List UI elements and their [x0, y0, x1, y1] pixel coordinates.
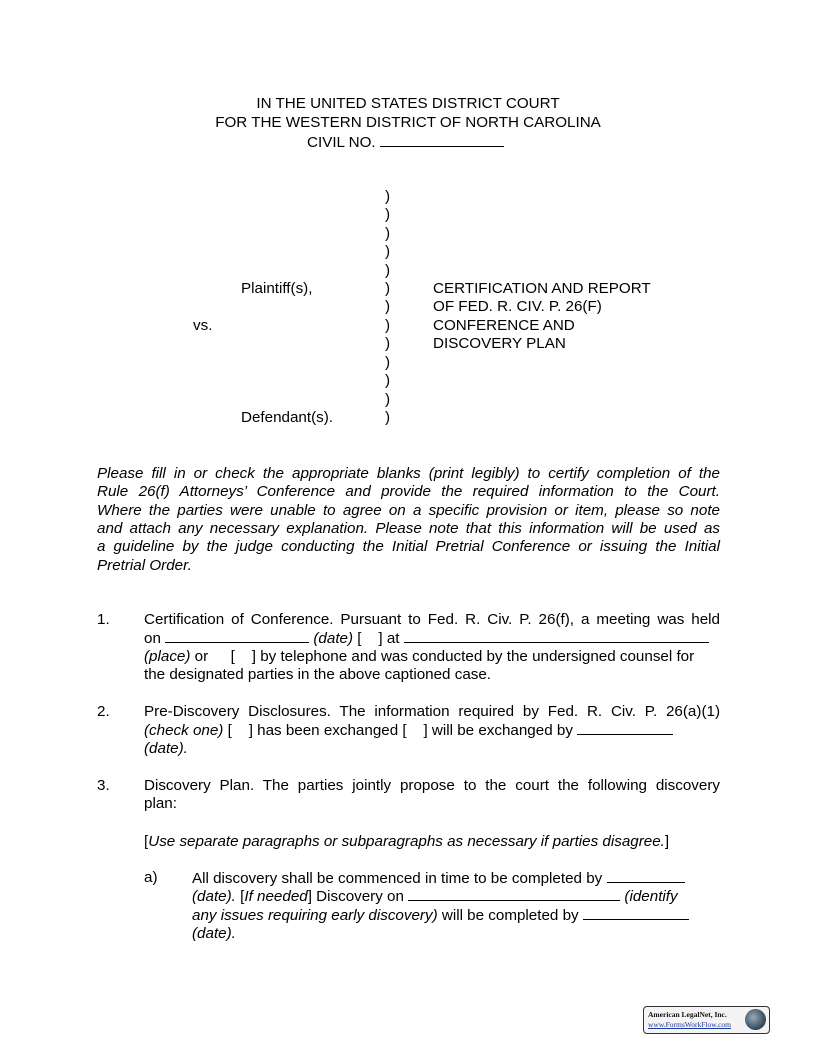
item3-line2: plan: — [144, 795, 177, 812]
logo-url[interactable]: www.FormsWorkFlow.com — [648, 1020, 732, 1029]
item1-telephone: [ ] by telephone and was conducted by the undersigned counsel for — [230, 648, 695, 665]
caption-paren: ) — [385, 262, 391, 279]
caption-paren: ) — [385, 354, 391, 371]
item3a-if-needed-open: [ — [240, 888, 245, 905]
document-title-line3: CONFERENCE AND — [433, 317, 575, 334]
discovery-completion-date-blank[interactable] — [607, 869, 685, 883]
document-title-line2: OF FED. R. CIV. P. 26(F) — [433, 298, 602, 315]
subitem-letter: a) — [144, 869, 158, 886]
item1-on: on — [144, 630, 161, 647]
item2-line2 — [144, 721, 673, 739]
caption-paren: ) — [385, 409, 391, 426]
item2-date-label: (date). — [144, 740, 188, 757]
caption-paren: ) — [385, 225, 391, 242]
item3-line1: Discovery Plan. The parties jointly propose to the court the following discovery — [144, 777, 720, 794]
american-legalnet-logo — [643, 1006, 770, 1034]
instructions-line: Rule 26(f) Attorneys’ Conference and provide the required information to the Court. — [97, 483, 720, 500]
civil-no-blank — [380, 133, 504, 147]
item-number: 2. — [97, 703, 110, 720]
item3-note-text: Use separate paragraphs or subparagraphs as necessary if parties disagree. — [148, 833, 665, 850]
conference-date-blank[interactable] — [165, 629, 309, 643]
court-name-line2: FOR THE WESTERN DISTRICT OF NORTH CAROLINA — [215, 114, 601, 131]
item3a-completed-by: will be completed by — [441, 907, 579, 924]
item2-exchanged: [ ] has been exchanged [ ] will be exchanged by — [227, 722, 573, 739]
defendant-label: Defendant(s). — [241, 409, 334, 426]
item1-date-label: (date) — [313, 630, 354, 647]
instructions-line: and attach any necessary explanation. Please note that this information will be used as — [97, 520, 720, 537]
item3-bracket-close: ] — [664, 833, 670, 850]
instructions-line: Pretrial Order. — [97, 557, 192, 574]
item1-place-label: (place) — [144, 648, 191, 665]
item3a-issues: any issues requiring early discovery) — [192, 907, 438, 924]
globe-icon — [745, 1009, 766, 1030]
item3a-date2: (date). — [192, 925, 236, 942]
early-discovery-issues-blank[interactable] — [408, 887, 620, 901]
item3a-discovery-on: ] Discovery on — [307, 888, 404, 905]
logo-company: American LegalNet, Inc. — [648, 1010, 727, 1019]
item1-line1: Certification of Conference. Pursuant to Fed. R. Civ. P. 26(f), a meeting was held — [144, 611, 720, 628]
item3a-line2 — [192, 887, 678, 905]
civil-no — [307, 133, 504, 151]
item1-line3 — [144, 648, 694, 665]
caption-paren: ) — [385, 317, 391, 334]
item3a-line3 — [192, 906, 689, 924]
caption-paren: ) — [385, 298, 391, 315]
document-title-line4: DISCOVERY PLAN — [433, 335, 566, 352]
item3a-if-needed: If needed — [244, 888, 308, 905]
item3a-identify: (identify — [624, 888, 678, 905]
court-name-line1: IN THE UNITED STATES DISTRICT COURT — [256, 95, 560, 112]
item3-note — [144, 833, 669, 850]
item2-line1: Pre-Discovery Disclosures. The information required by Fed. R. Civ. P. 26(a)(1) — [144, 703, 720, 720]
item3-bracket-open: [ — [144, 833, 149, 850]
item1-line2 — [144, 629, 709, 647]
instructions-line: Please fill in or check the appropriate blanks (print legibly) to certify completion of the — [97, 465, 720, 482]
early-discovery-date-blank[interactable] — [583, 906, 689, 920]
caption-paren: ) — [385, 280, 391, 297]
conference-place-blank[interactable] — [404, 629, 709, 643]
caption-paren: ) — [385, 372, 391, 389]
item-number: 1. — [97, 611, 110, 628]
item3a-date1: (date). — [192, 888, 236, 905]
caption-paren: ) — [385, 391, 391, 408]
disclosure-date-blank[interactable] — [577, 721, 673, 735]
vs-label: vs. — [193, 317, 213, 334]
item1-or: or — [194, 648, 209, 665]
item3a-line1 — [192, 869, 685, 887]
item3a-text1: All discovery shall be commenced in time to be completed by — [192, 870, 603, 887]
item1-line4: the designated parties in the above captioned case. — [144, 666, 492, 683]
item2-check-one: (check one) — [144, 722, 224, 739]
caption-paren: ) — [385, 206, 391, 223]
civil-no-label: CIVIL NO. — [307, 134, 376, 151]
item-number: 3. — [97, 777, 110, 794]
instructions-line: Where the parties were unable to agree on a specific provision or item, please so note — [97, 502, 720, 519]
caption-paren: ) — [385, 335, 391, 352]
instructions-line: a guideline by the judge conducting the Initial Pretrial Conference or issuing the Initial — [97, 538, 720, 555]
item1-at: [ ] at — [357, 630, 400, 647]
document-title-line1: CERTIFICATION AND REPORT — [433, 280, 651, 297]
plaintiff-label: Plaintiff(s), — [241, 280, 313, 297]
caption-paren: ) — [385, 243, 391, 260]
caption-paren: ) — [385, 188, 391, 205]
